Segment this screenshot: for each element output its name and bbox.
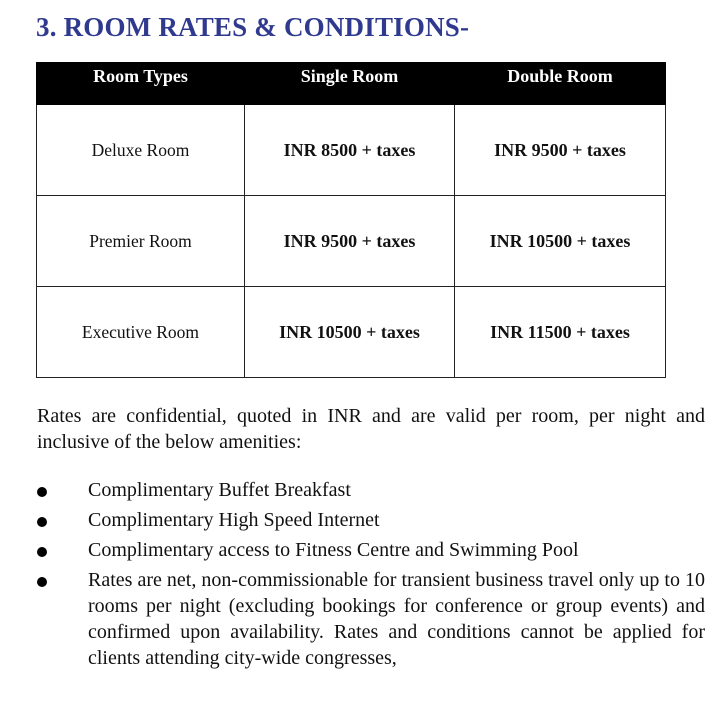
room-rates-table xyxy=(36,62,666,378)
table-row xyxy=(37,196,666,287)
header-room-types: Room Types xyxy=(37,63,245,105)
header-double-room: Double Room xyxy=(455,63,666,105)
table-row xyxy=(37,105,666,196)
double-rate-cell: INR 9500 + taxes xyxy=(455,105,666,196)
single-rate-cell: INR 9500 + taxes xyxy=(245,196,455,287)
list-item-text: Rates are net, non-commissionable for transient business travel only up to 10 rooms per night (excluding bookings for conference or group events) and confirmed upon availability. Rates and conditions cannot be applied for clients attending city-wide congresses, xyxy=(88,569,705,669)
double-rate-cell: INR 10500 + taxes xyxy=(455,196,666,287)
single-rate-cell: INR 10500 + taxes xyxy=(245,287,455,378)
table-row xyxy=(37,287,666,378)
header-single-room: Single Room xyxy=(245,63,455,105)
room-type-cell: Deluxe Room xyxy=(37,105,245,196)
single-rate-cell: INR 8500 + taxes xyxy=(245,105,455,196)
bullet-icon xyxy=(37,517,47,527)
section-heading: 3. ROOM RATES & CONDITIONS- xyxy=(36,12,470,42)
bullet-icon xyxy=(37,547,47,557)
bullet-icon xyxy=(37,577,47,587)
double-rate-cell: INR 11500 + taxes xyxy=(455,287,666,378)
list-item xyxy=(37,567,705,671)
list-item-text: Complimentary High Speed Internet xyxy=(88,509,380,531)
list-item-text: Complimentary access to Fitness Centre and Swimming Pool xyxy=(88,539,579,561)
list-item xyxy=(37,537,705,563)
bullet-icon xyxy=(37,487,47,497)
room-type-cell: Premier Room xyxy=(37,196,245,287)
list-item xyxy=(37,477,705,503)
list-item xyxy=(37,507,705,533)
room-type-cell: Executive Room xyxy=(37,287,245,378)
rates-note: Rates are confidential, quoted in INR and are valid per room, per night and inclusive of the below amenities: xyxy=(37,405,705,453)
table-header-row xyxy=(37,63,666,105)
list-item-text: Complimentary Buffet Breakfast xyxy=(88,479,351,501)
amenities-list xyxy=(37,477,705,671)
